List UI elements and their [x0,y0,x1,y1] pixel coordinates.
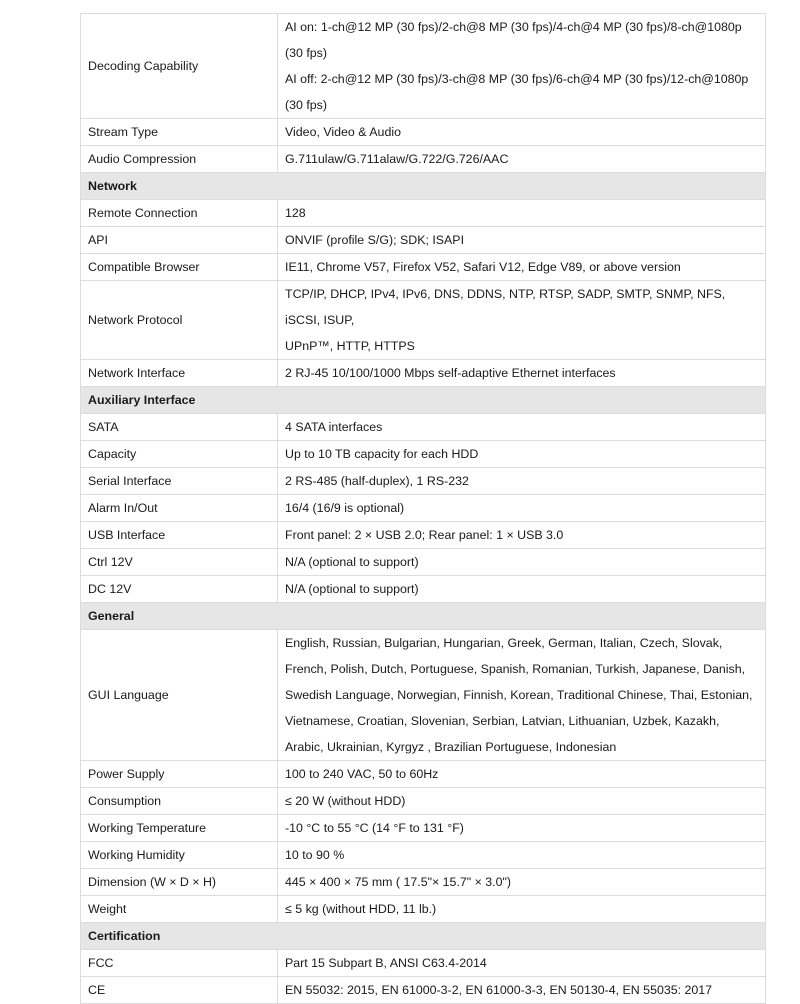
spec-row [81,950,766,977]
spec-row [81,869,766,896]
spec-label: Capacity [81,441,278,468]
spec-value-line: 2 RJ-45 10/100/1000 Mbps self-adaptive Ethernet interfaces [285,366,616,380]
spec-label: GUI Language [81,630,278,761]
spec-value-line: Vietnamese, Croatian, Slovenian, Serbian, Latvian, Lithuanian, Uzbek, Kazakh, [285,714,720,728]
spec-label: Consumption [81,788,278,815]
spec-value-line: TCP/IP, DHCP, IPv4, IPv6, DNS, DDNS, NTP, RTSP, SADP, SMTP, SNMP, NFS, iSCSI, ISUP, [285,287,726,327]
spec-value-line: UPnP™, HTTP, HTTPS [285,339,415,353]
spec-value [278,761,766,788]
spec-label: Compatible Browser [81,254,278,281]
section-header: Certification [81,923,766,950]
spec-value-line: IE11, Chrome V57, Firefox V52, Safari V12, Edge V89, or above version [285,260,681,274]
spec-label: FCC [81,950,278,977]
spec-row [81,281,766,360]
spec-value [278,495,766,522]
spec-table-body [81,14,766,1004]
spec-value [278,200,766,227]
section-header-row [81,923,766,950]
spec-value-line: N/A (optional to support) [285,555,419,569]
spec-value-line: 2 RS-485 (half-duplex), 1 RS-232 [285,474,469,488]
spec-row [81,788,766,815]
spec-label: Working Humidity [81,842,278,869]
spec-label: Alarm In/Out [81,495,278,522]
spec-value-line: N/A (optional to support) [285,582,419,596]
spec-value-line: Video, Video & Audio [285,125,401,139]
spec-label: Ctrl 12V [81,549,278,576]
spec-table [80,13,766,1004]
spec-row [81,977,766,1004]
spec-label: API [81,227,278,254]
spec-row [81,200,766,227]
spec-value [278,254,766,281]
spec-label: Power Supply [81,761,278,788]
spec-value [278,815,766,842]
spec-value-line: 10 to 90 % [285,848,345,862]
spec-value [278,281,766,360]
section-header-row [81,173,766,200]
spec-label: CE [81,977,278,1004]
spec-row [81,119,766,146]
spec-value-line: 100 to 240 VAC, 50 to 60Hz [285,767,439,781]
spec-value-line: 16/4 (16/9 is optional) [285,501,405,515]
spec-value-line: 128 [285,206,306,220]
spec-value [278,360,766,387]
spec-row [81,630,766,761]
section-header-row [81,603,766,630]
spec-row [81,522,766,549]
spec-label: Serial Interface [81,468,278,495]
spec-value-line: 445 × 400 × 75 mm ( 17.5"× 15.7" × 3.0") [285,875,512,889]
spec-label: Network Interface [81,360,278,387]
spec-row [81,549,766,576]
spec-row [81,842,766,869]
spec-row [81,414,766,441]
spec-value-line: AI off: 2-ch@12 MP (30 fps)/3-ch@8 MP (30 fps)/6-ch@4 MP (30 fps)/12-ch@1080p [285,72,749,86]
spec-label: Dimension (W × D × H) [81,869,278,896]
spec-value-line: G.711ulaw/G.711alaw/G.722/G.726/AAC [285,152,509,166]
spec-value-line: (30 fps) [285,98,328,112]
spec-value-line: Up to 10 TB capacity for each HDD [285,447,479,461]
section-header-row [81,387,766,414]
spec-value [278,977,766,1004]
spec-value [278,950,766,977]
spec-row [81,227,766,254]
spec-row [81,360,766,387]
spec-row [81,495,766,522]
section-header: Network [81,173,766,200]
spec-value [278,576,766,603]
spec-value-line: ≤ 5 kg (without HDD, 11 lb.) [285,902,437,916]
spec-label: DC 12V [81,576,278,603]
spec-value [278,14,766,119]
spec-value-line: AI on: 1-ch@12 MP (30 fps)/2-ch@8 MP (30 fps)/4-ch@4 MP (30 fps)/8-ch@1080p [285,20,742,34]
spec-value-line: Swedish Language, Norwegian, Finnish, Korean, Traditional Chinese, Thai, Estonian, [285,688,753,702]
spec-value-line: Front panel: 2 × USB 2.0; Rear panel: 1 × USB 3.0 [285,528,564,542]
spec-value [278,119,766,146]
spec-value [278,549,766,576]
spec-value-line: EN 55032: 2015, EN 61000-3-2, EN 61000-3-3, EN 50130-4, EN 55035: 2017 [285,983,713,997]
spec-value [278,630,766,761]
spec-label: SATA [81,414,278,441]
spec-value-line: English, Russian, Bulgarian, Hungarian, Greek, German, Italian, Czech, Slovak, [285,636,723,650]
spec-value [278,468,766,495]
spec-value [278,896,766,923]
spec-row [81,146,766,173]
spec-label: Stream Type [81,119,278,146]
spec-label: Decoding Capability [81,14,278,119]
spec-value [278,441,766,468]
spec-value [278,227,766,254]
spec-value-line: (30 fps) [285,46,328,60]
spec-value [278,788,766,815]
spec-value [278,842,766,869]
spec-row [81,441,766,468]
spec-row [81,254,766,281]
spec-value-line: Part 15 Subpart B, ANSI C63.4-2014 [285,956,487,970]
spec-label: Audio Compression [81,146,278,173]
spec-value [278,146,766,173]
spec-label: Network Protocol [81,281,278,360]
section-header: General [81,603,766,630]
spec-row [81,761,766,788]
section-header: Auxiliary Interface [81,387,766,414]
spec-value [278,869,766,896]
spec-value-line: French, Polish, Dutch, Portuguese, Spanish, Romanian, Turkish, Japanese, Danish, [285,662,746,676]
spec-value-line: Arabic, Ukrainian, Kyrgyz , Brazilian Portuguese, Indonesian [285,740,617,754]
spec-row [81,14,766,119]
spec-row [81,576,766,603]
spec-row [81,815,766,842]
spec-value [278,522,766,549]
spec-label: USB Interface [81,522,278,549]
spec-value-line: ONVIF (profile S/G); SDK; ISAPI [285,233,465,247]
spec-label: Working Temperature [81,815,278,842]
spec-value [278,414,766,441]
spec-label: Weight [81,896,278,923]
spec-value-line: ≤ 20 W (without HDD) [285,794,406,808]
spec-value-line: 4 SATA interfaces [285,420,383,434]
spec-row [81,468,766,495]
spec-label: Remote Connection [81,200,278,227]
spec-row [81,896,766,923]
spec-value-line: -10 °C to 55 °C (14 °F to 131 °F) [285,821,464,835]
